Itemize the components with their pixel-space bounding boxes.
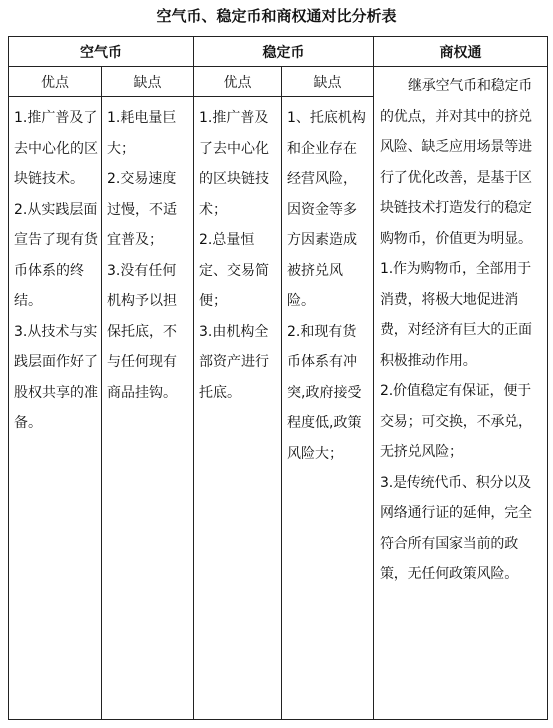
sct-content (374, 67, 547, 590)
air-cons-item-2: 2.交易速度过慢，不适宜普及； (107, 171, 177, 248)
stable-pros-header: 优点 (194, 67, 282, 97)
comparison-table (8, 36, 548, 720)
air-cons-cell (102, 97, 194, 720)
stable-cons-item-2: 2.和现有货币体系有冲突,政府接受程度低,政策风险大； (287, 323, 362, 462)
stable-pros-item-2: 2.总量恒定、交易简便； (199, 232, 269, 309)
group-header-air: 空气币 (9, 37, 194, 67)
sct-item-2: 2.价值稳定有保证，便于交易；可交换，不承兑，无挤兑风险； (380, 383, 532, 460)
group-header-stable: 稳定币 (194, 37, 374, 67)
stable-cons-cell (282, 97, 374, 720)
air-pros-item-3: 3.从技术与实践层面作好了股权共享的准备。 (14, 323, 98, 431)
sct-item-1: 1.作为购物币，全部用于消费，将极大地促进消费，对经济有巨大的正面积极推动作用。 (380, 261, 532, 369)
stable-cons-header: 缺点 (282, 67, 374, 97)
air-pros-item-2: 2.从实践层面宣告了现有货币体系的终结。 (14, 201, 98, 309)
stable-pros-item-3: 3.由机构全部资产进行托底。 (199, 323, 269, 401)
air-cons-item-1: 1.耗电量巨大； (107, 110, 177, 157)
sct-cell (374, 67, 548, 720)
page-title: 空气币、稳定币和商权通对比分析表 (156, 7, 397, 25)
air-cons-header: 缺点 (102, 67, 194, 97)
stable-pros-item-1: 1.推广普及了去中心化的区块链技术； (199, 110, 269, 218)
sct-item-3: 3.是传统代币、积分以及网络通行证的延伸，完全符合所有国家当前的政策，无任何政策风险。 (380, 474, 532, 582)
group-header-sct: 商权通 (374, 37, 548, 67)
stable-pros-cell (194, 97, 282, 720)
stable-cons-item-1: 1、托底机构和企业存在经营风险，因资金等多方因素造成被挤兑风险。 (287, 110, 366, 309)
air-cons-item-3: 3.没有任何机构予以担保托底，不与任何现有商品挂钩。 (107, 262, 177, 401)
sct-intro: 继承空气币和稳定币的优点，并对其中的挤兑风险、缺乏应用场景等进行了优化改善，是基于区块链技术打造发行的稳定购物币，价值更为明显。 (380, 78, 533, 247)
air-pros-cell (9, 97, 102, 720)
air-pros-header: 优点 (9, 67, 102, 97)
air-pros-item-1: 1.推广普及了去中心化的区块链技术。 (14, 110, 98, 187)
sub-header-row (9, 67, 548, 97)
group-header-row (9, 37, 548, 67)
